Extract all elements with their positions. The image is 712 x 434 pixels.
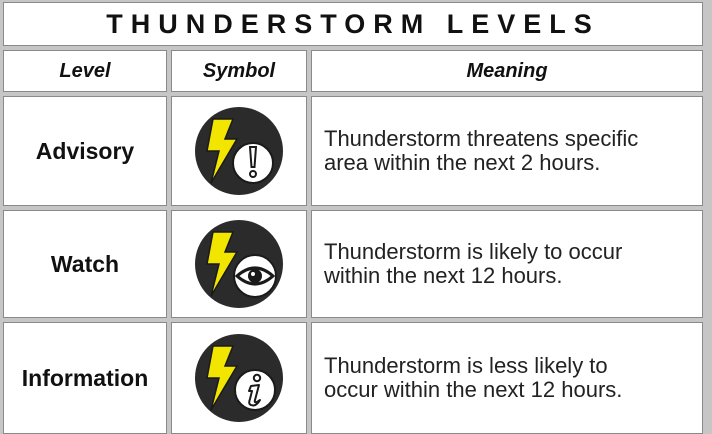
lightning-eye-icon xyxy=(193,218,285,310)
header-level: Level xyxy=(3,50,167,92)
meaning-line: occur within the next 12 hours. xyxy=(324,377,623,402)
meaning-line: within the next 12 hours. xyxy=(324,263,563,288)
lightning-info-icon xyxy=(193,332,285,424)
meaning-information xyxy=(311,322,703,434)
header-meaning: Meaning xyxy=(311,50,703,92)
lightning-exclamation-icon xyxy=(193,105,285,197)
meaning-advisory xyxy=(311,96,703,206)
meaning-line: Thunderstorm is less likely to xyxy=(324,353,608,378)
header-symbol: Symbol xyxy=(171,50,307,92)
meaning-line: area within the next 2 hours. xyxy=(324,150,601,175)
level-advisory: Advisory xyxy=(3,96,167,206)
meaning-line: Thunderstorm is likely to occur xyxy=(324,239,623,264)
symbol-cell-watch xyxy=(171,210,307,318)
symbol-cell-information xyxy=(171,322,307,434)
meaning-line: Thunderstorm threatens specific xyxy=(324,126,639,151)
level-information: Information xyxy=(3,322,167,434)
symbol-cell-advisory xyxy=(171,96,307,206)
level-watch: Watch xyxy=(3,210,167,318)
table-title: THUNDERSTORM LEVELS xyxy=(3,2,703,46)
meaning-watch xyxy=(311,210,703,318)
